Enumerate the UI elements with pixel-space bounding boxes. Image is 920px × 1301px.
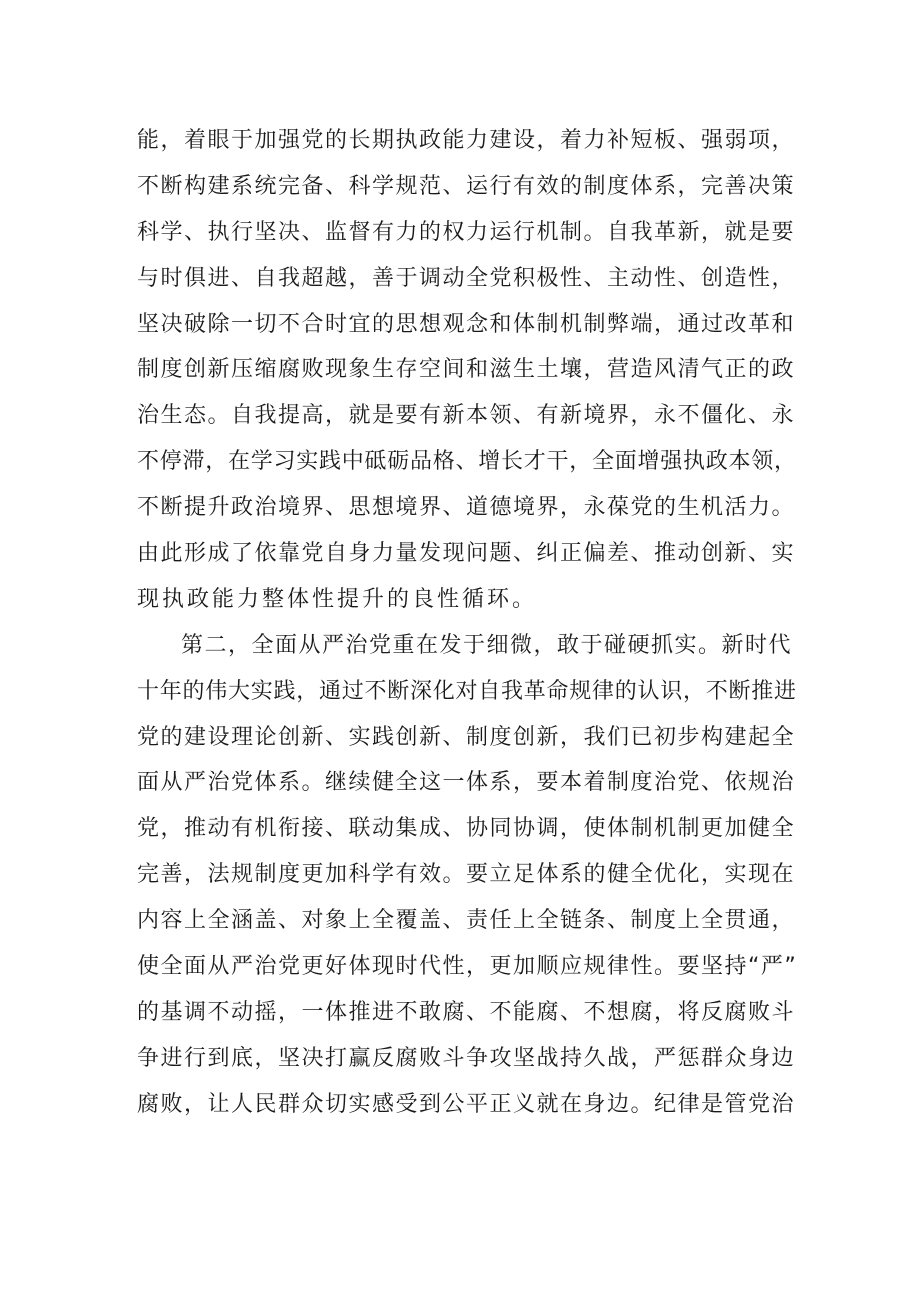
text-line: 不断构建系统完备、科学规范、运行有效的制度体系，完善决策 bbox=[137, 173, 796, 199]
text-line: 由此形成了依靠党自身力量发现问题、纠正偏差、推动创新、实 bbox=[137, 541, 796, 567]
body-text bbox=[137, 118, 797, 1128]
paragraph-start-line: 第二，全面从严治党重在发于细微，敢于碰硬抓实。新时代 bbox=[181, 632, 793, 658]
text-line: 能，着眼于加强党的长期执政能力建设，着力补短板、强弱项， bbox=[137, 128, 796, 153]
text-line: 内容上全涵盖、对象上全覆盖、责任上全链条、制度上全贯通， bbox=[137, 908, 796, 934]
text-line: 腐败，让人民群众切实感受到公平正义就在身边。纪律是管党治 bbox=[137, 1091, 796, 1117]
text-line: 完善，法规制度更加科学有效。要立足体系的健全优化，实现在 bbox=[137, 862, 796, 888]
text-line: 党的建设理论创新、实践创新、制度创新，我们已初步构建起全 bbox=[137, 724, 796, 750]
text-line: 面从严治党体系。继续健全这一体系，要本着制度治党、依规治 bbox=[137, 770, 796, 796]
text-line: 争进行到底，坚决打赢反腐败斗争攻坚战持久战，严惩群众身边 bbox=[137, 1045, 796, 1071]
text-line: 不停滞，在学习实践中砥砺品格、增长才干，全面增强执政本领， bbox=[137, 449, 797, 475]
text-line: 科学、执行坚决、监督有力的权力运行机制。自我革新，就是要 bbox=[137, 219, 796, 245]
text-line: 十年的伟大实践，通过不断深化对自我革命规律的认识，不断推进 bbox=[137, 678, 797, 704]
text-line: 制度创新压缩腐败现象生存空间和滋生土壤，营造风清气正的政 bbox=[137, 357, 796, 383]
text-line: 不断提升政治境界、思想境界、道德境界，永葆党的生机活力。 bbox=[137, 495, 796, 521]
text-line: 的基调不动摇，一体推进不敢腐、不能腐、不想腐，将反腐败斗 bbox=[137, 999, 796, 1025]
text-line: 坚决破除一切不合时宜的思想观念和体制机制弊端，通过改革和 bbox=[137, 311, 796, 337]
text-line: 现执政能力整体性提升的良性循环。 bbox=[137, 586, 538, 612]
text-line: 使全面从严治党更好体现时代性，更加顺应规律性。要坚持“严” bbox=[137, 954, 798, 980]
text-line: 党，推动有机衔接、联动集成、协同协调，使体制机制更加健全 bbox=[137, 816, 796, 842]
text-line: 与时俱进、自我超越，善于调动全党积极性、主动性、创造性， bbox=[137, 265, 796, 291]
text-line: 治生态。自我提高，就是要有新本领、有新境界，永不僵化、永 bbox=[137, 403, 796, 429]
